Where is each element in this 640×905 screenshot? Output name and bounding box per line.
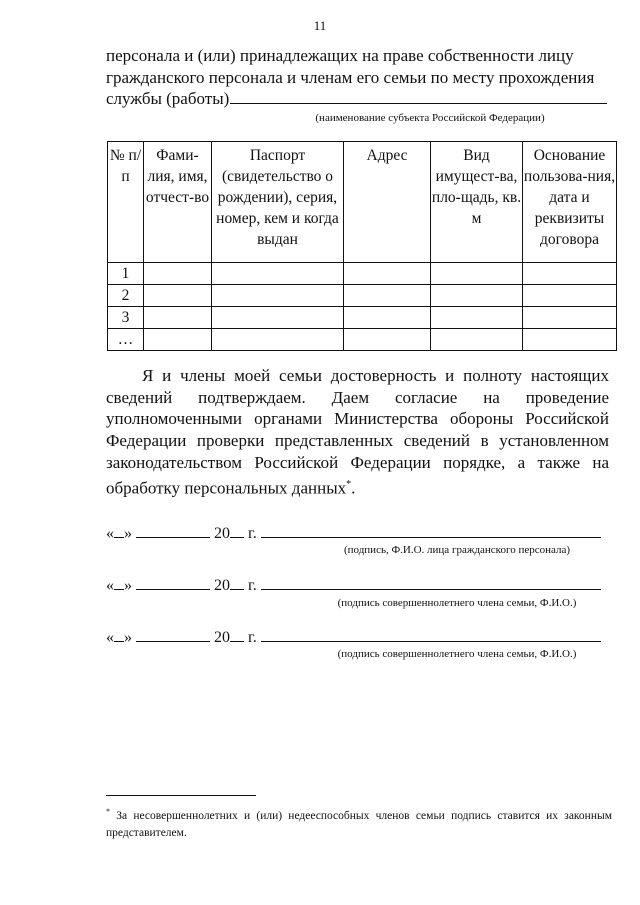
- year-field[interactable]: [230, 523, 244, 538]
- intro-text: [106, 45, 609, 110]
- footnote-marker: *: [106, 807, 110, 816]
- footnote-text: За несовершеннолетних и (или) недееспособных членов семьи подпись ставится их законным представителем.: [106, 809, 612, 839]
- year-prefix: 20: [214, 629, 230, 646]
- region-caption: (наименование субъекта Российской Федерации): [315, 112, 545, 124]
- day-field[interactable]: [114, 627, 124, 642]
- month-field[interactable]: [136, 575, 210, 590]
- year-suffix: г.: [248, 629, 257, 646]
- year-field[interactable]: [230, 575, 244, 590]
- row-number: 1: [108, 263, 144, 285]
- consent-paragraph: [106, 365, 609, 499]
- signature-row-3: [106, 627, 616, 647]
- quote-open: «: [106, 629, 114, 646]
- region-name-line: [230, 89, 607, 104]
- signature-caption-2: (подпись совершеннолетнего члена семьи, Ф.И.О.): [337, 597, 577, 609]
- property-table: [107, 141, 617, 351]
- month-field[interactable]: [136, 523, 210, 538]
- day-field[interactable]: [114, 575, 124, 590]
- day-field[interactable]: [114, 523, 124, 538]
- table-row: [108, 263, 617, 285]
- row-number: 2: [108, 285, 144, 307]
- quote-close: »: [124, 629, 132, 646]
- header-address: Адрес: [344, 142, 431, 263]
- table-row: [108, 329, 617, 351]
- signature-field[interactable]: [261, 523, 601, 538]
- signature-caption-1: (подпись, Ф.И.О. лица гражданского персонала): [343, 544, 571, 556]
- header-property: Вид имущест-ва, пло-щадь, кв. м: [431, 142, 523, 263]
- quote-close: »: [124, 577, 132, 594]
- signature-row-2: [106, 575, 616, 595]
- quote-open: «: [106, 577, 114, 594]
- table-header-row: [108, 142, 617, 263]
- year-prefix: 20: [214, 525, 230, 542]
- table-row: [108, 285, 617, 307]
- header-basis: Основание пользова-ния, дата и реквизиты договора: [523, 142, 617, 263]
- year-field[interactable]: [230, 627, 244, 642]
- consent-text: Я и члены моей семьи достоверность и полноту настоящих сведений подтверждаем. Даем согласие на проведение уполномоченными органами Министерства обороны Российской Федерации проверки представленных сведений в установленном законодательством Российской Федерации порядке, а также на обработку персональных данных: [106, 366, 609, 498]
- footnote-mark: *: [346, 478, 352, 490]
- page-number: 11: [313, 18, 327, 33]
- quote-open: «: [106, 525, 114, 542]
- row-number: 3: [108, 307, 144, 329]
- intro-line-3: [106, 88, 609, 110]
- year-suffix: г.: [248, 577, 257, 594]
- header-number: № п/п: [108, 142, 144, 263]
- footnote: [106, 803, 612, 842]
- intro-line-2: гражданского персонала и членам его семьи по месту прохождения: [106, 67, 595, 87]
- header-name: Фами-лия, имя, отчест-во: [144, 142, 212, 263]
- table-row: [108, 307, 617, 329]
- header-passport: Паспорт (свидетельство о рождении), серия, номер, кем и когда выдан: [212, 142, 344, 263]
- month-field[interactable]: [136, 627, 210, 642]
- signature-caption-3: (подпись совершеннолетнего члена семьи, Ф.И.О.): [337, 648, 577, 660]
- intro-line-3-text: службы (работы): [106, 89, 230, 108]
- row-number: …: [108, 329, 144, 351]
- year-suffix: г.: [248, 525, 257, 542]
- intro-line-1: персонала и (или) принадлежащих на праве собственности лицу: [106, 46, 574, 65]
- year-prefix: 20: [214, 577, 230, 594]
- signature-field[interactable]: [261, 627, 601, 642]
- footnote-separator: [106, 795, 256, 796]
- signature-field[interactable]: [261, 575, 601, 590]
- signature-row-1: [106, 523, 616, 543]
- consent-end: .: [351, 478, 356, 498]
- quote-close: »: [124, 525, 132, 542]
